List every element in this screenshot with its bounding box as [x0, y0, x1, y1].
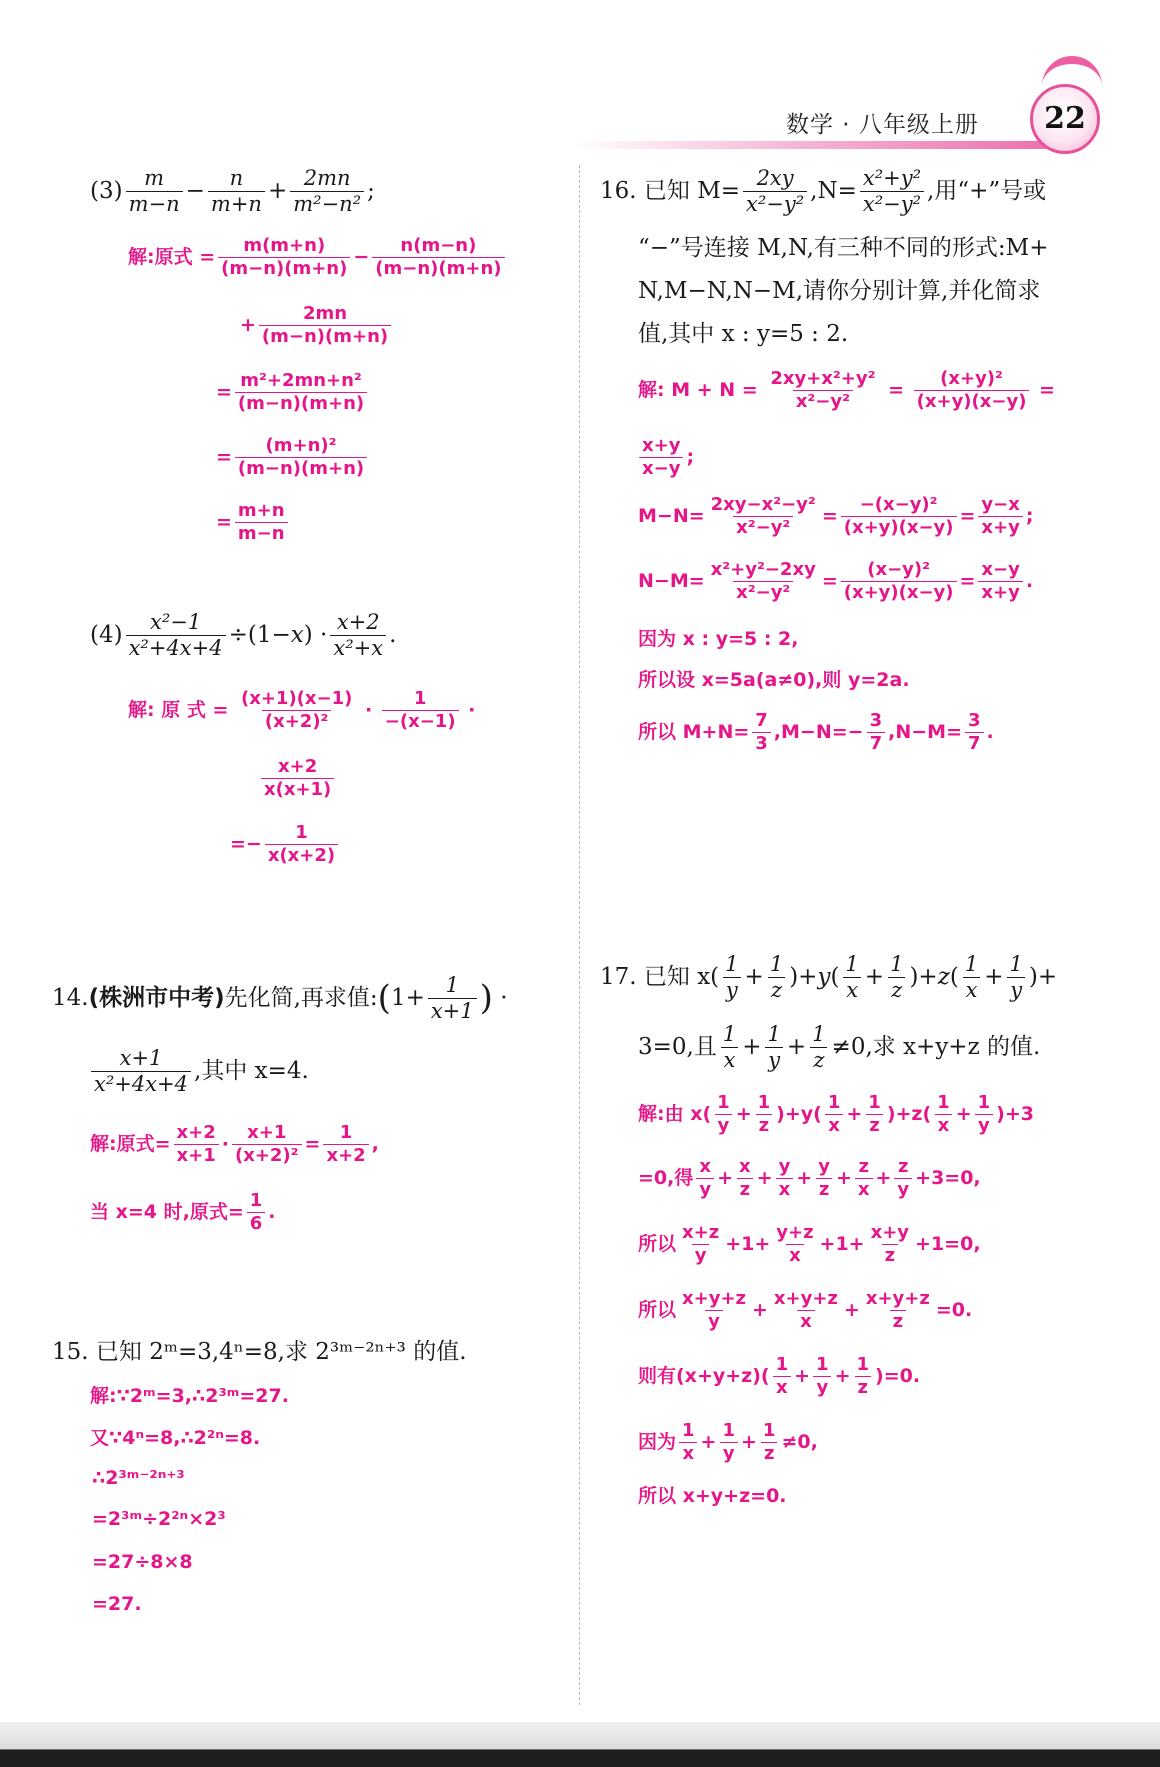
p16-question-line1: 16. 已知 M= $\frac{2xy}{\text{x²−y²}}$ ,N= $\frac{\text{x²+y²}}{\text{x²−y²}}$ ,用“+”号或	[600, 166, 1047, 216]
p14-question-line2: $\frac{x+1}{\text{x²+4x+4}}$ ,其中 x=4.	[88, 1048, 309, 1095]
p16-question-line3: N,M−N,N−M,请你分别计算,并化简求	[638, 278, 1041, 304]
p14-sol-prefix: 解:原式=	[90, 1133, 171, 1155]
p17-sol-line6-b: ≠0,	[781, 1431, 818, 1453]
p14-stem-a: 先化简,再求值:	[224, 985, 378, 1011]
p13-4-question: (4) $\frac{\text{x²−1}}{\text{x²+4x+4}}$ ÷(1− x ) · $\frac{x+2}{\text{x²+x}}$ .	[90, 610, 397, 660]
p13-3-solution-line5: = $\frac{m+n}{m-n}$	[216, 502, 291, 543]
p17-solution-line2: =0,得 $\frac{x}{y}$ + $\frac{x}{z}$ + $\frac{y}{x}$ + $\frac{y}{z}$ + $\frac{z}{x}$ + $\frac{z}{y}$ +3=0,	[638, 1156, 981, 1200]
p14-end: .	[268, 1201, 276, 1223]
p13-4-solution-line3: =− $\frac{1}{x(x+2)}$	[230, 824, 341, 865]
p16-question-line4: 值,其中 x : y=5 : 2.	[638, 321, 849, 347]
p14-source: (株洲市中考)	[88, 985, 225, 1011]
p15-solution-line5: =27÷8×8	[92, 1551, 193, 1573]
p13-4-solution-line1: 解: 原 式 = $\frac{(x+1)(x-1)}{\text{(x+2)²}}$ · $\frac{1}{-(x-1)}$ ·	[128, 688, 476, 732]
p13-3-solution-line1: 解:原式 = $\frac{m(m+n)}{(m-n)(m+n)}$ − $\frac{n(m-n)}{(m-n)(m+n)}$	[128, 237, 508, 278]
p16-result-a: 所以 M+N=	[638, 721, 750, 743]
p17-question-line2: 3=0,且 $\frac{1}{x}$ + $\frac{1}{y}$ + $\frac{1}{z}$ ≠0,求 x+y+z 的值.	[638, 1022, 1041, 1072]
p13-4-sol-prefix: 解: 原 式 =	[128, 699, 229, 721]
p16-m-minus-n-prefix: M−N=	[638, 505, 705, 527]
p15-solution-line3: ∴2³ᵐ⁻²ⁿ⁺³	[92, 1467, 185, 1489]
p14-number: 14.	[52, 985, 89, 1011]
p17-solution-line4: 所以 $\frac{x+y+z}{y}$ + $\frac{x+y+z}{x}$ + $\frac{x+y+z}{z}$ =0.	[638, 1288, 973, 1332]
header-rule	[575, 141, 1055, 149]
p16-stem-b: ,N=	[810, 178, 857, 204]
p13-3-question: (3) $\frac{m}{m-n}$ − $\frac{n}{m+n}$ + $\frac{2mn}{\text{m²−n²}}$ ;	[90, 166, 375, 216]
p16-solution-line6: 所以设 x=5a(a≠0),则 y=2a.	[638, 669, 910, 691]
p13-3-solution-line2: + $\frac{2mn}{(m-n)(m+n)}$	[240, 305, 394, 346]
p17-stem-line2-a: 3=0,且	[638, 1034, 717, 1060]
subject-header: 数学 · 八年级上册	[786, 112, 979, 138]
p17-sol-line2-a: =0,得	[638, 1167, 694, 1189]
p14-question-line1: 14. (株洲市中考) 先化简,再求值: ( 1+ $\frac{1}{x+1}$ ) ·	[52, 973, 508, 1023]
p15-solution-line4: =2³ᵐ÷2²ⁿ×2³	[92, 1508, 226, 1530]
p17-solution-line1: 解:由 x( $\frac{1}{y}$ + $\frac{1}{z}$ )+y( $\frac{1}{x}$ + $\frac{1}{z}$ )+z( $\frac{1}{x}$ + $\frac{1}{y}$ )+3	[638, 1092, 1034, 1136]
p13-4-solution-line2: $\frac{x+2}{x(x+1)}$	[258, 758, 337, 799]
p17-stem-line2-b: ≠0,求 x+y+z 的值.	[831, 1034, 1041, 1060]
p16-end: .	[986, 721, 994, 743]
p16-result-b: ,M−N=−	[773, 721, 864, 743]
p16-solution-line3: M−N= $\frac{\text{2xy−x²−y²}}{\text{x²−y²}}$ = $\frac{\text{−(x−y)²}}{(x+y)(x-y)}$ = $\frac{y-x}{x+y}$ ;	[638, 494, 1034, 538]
p16-n-minus-m-prefix: N−M=	[638, 570, 705, 592]
p13-3-sol-prefix: 解:原式 =	[128, 246, 216, 268]
p17-solution-line3: 所以 $\frac{x+z}{y}$ +1+ $\frac{y+z}{x}$ +1+ $\frac{x+y}{z}$ +1=0,	[638, 1222, 981, 1266]
p16-solution-line2: $\frac{x+y}{x-y}$ ;	[636, 437, 694, 478]
p16-solution-line5: 因为 x : y=5 : 2,	[638, 628, 799, 650]
p13-3-solution-line4: = $\frac{\text{(m+n)²}}{(m-n)(m+n)}$	[216, 437, 370, 478]
p17-question-line1: 17. 已知 x( $\frac{1}{y}$ + $\frac{1}{z}$ )+ y ( $\frac{1}{x}$ + $\frac{1}{z}$ )+ z ( $\frac{1}{x}$ + $\frac{1}{y}$ )+	[600, 952, 1058, 1002]
p17-solution-line6: 因为 $\frac{1}{x}$ + $\frac{1}{y}$ + $\frac{1}{z}$ ≠0,	[638, 1420, 818, 1464]
p17-solution-line5: 则有(x+y+z)( $\frac{1}{x}$ + $\frac{1}{y}$ + $\frac{1}{z}$ )=0.	[638, 1354, 921, 1398]
p13-3-label: (3)	[90, 178, 123, 204]
p16-stem-a: 16. 已知 M=	[600, 178, 741, 204]
p15-solution-line6: =27.	[92, 1593, 142, 1615]
column-divider	[579, 165, 580, 1705]
p16-stem-c: ,用“+”号或	[927, 178, 1047, 204]
p15-solution-line1: 解:∵2ᵐ=3,∴2³ᵐ=27.	[90, 1385, 289, 1407]
p16-sol-prefix: 解: M + N =	[638, 379, 758, 401]
p13-3-solution-line3: = $\frac{\text{m²+2mn+n²}}{(m-n)(m+n)}$	[216, 372, 370, 413]
p16-question-line2: “−”号连接 M,N,有三种不同的形式:M+	[638, 235, 1049, 261]
p17-sol-line5-b: )=0.	[875, 1365, 921, 1387]
p16-solution-line4: N−M= $\frac{\text{x²+y²−2xy}}{\text{x²−y²}}$ = $\frac{\text{(x−y)²}}{(x+y)(x-y)}$ = $\frac{x-y}{x+y}$ .	[638, 559, 1034, 603]
p17-sol-line4-prefix: 所以	[638, 1299, 677, 1321]
p14-sol2-text: 当 x=4 时,原式=	[90, 1201, 244, 1223]
p16-solution-line7: 所以 M+N= $\frac{7}{3}$ ,M−N=− $\frac{3}{7}$ ,N−M= $\frac{3}{7}$ .	[638, 710, 994, 754]
p13-4-label: (4)	[90, 622, 123, 648]
p17-sol-line6-a: 因为	[638, 1431, 677, 1453]
page-number: 22	[1030, 84, 1100, 154]
p14-solution-line2: 当 x=4 时,原式= $\frac{1}{6}$ .	[90, 1190, 276, 1234]
p17-sol-line5-a: 则有(x+y+z)(	[638, 1365, 770, 1387]
p16-result-c: ,N−M=	[888, 721, 962, 743]
p17-sol-a: 解:由 x(	[638, 1103, 712, 1125]
p14-stem-b: ,其中 x=4.	[194, 1058, 309, 1084]
p16-solution-line1: 解: M + N = $\frac{\text{2xy+x²+y²}}{\text{x²−y²}}$ = $\frac{\text{(x+y)²}}{(x+y)(x-y)}$ =	[638, 368, 1055, 412]
p17-sol-line3-prefix: 所以	[638, 1233, 677, 1255]
viewer-bottom-bar	[0, 1722, 1160, 1767]
p15-solution-line2: 又∵4ⁿ=8,∴2²ⁿ=8.	[90, 1427, 261, 1449]
p17-sol-line2-b: +3=0,	[915, 1167, 981, 1189]
p15-question: 15. 已知 2ᵐ=3,4ⁿ=8,求 2³ᵐ⁻²ⁿ⁺³ 的值.	[52, 1339, 467, 1365]
p17-stem-a: 17. 已知 x(	[600, 964, 720, 990]
p14-solution-line1: 解:原式= $\frac{x+2}{x+1}$ · $\frac{x+1}{\text{(x+2)²}}$ = $\frac{1}{x+2}$ ,	[90, 1122, 379, 1166]
p17-solution-line7: 所以 x+y+z=0.	[638, 1485, 787, 1507]
